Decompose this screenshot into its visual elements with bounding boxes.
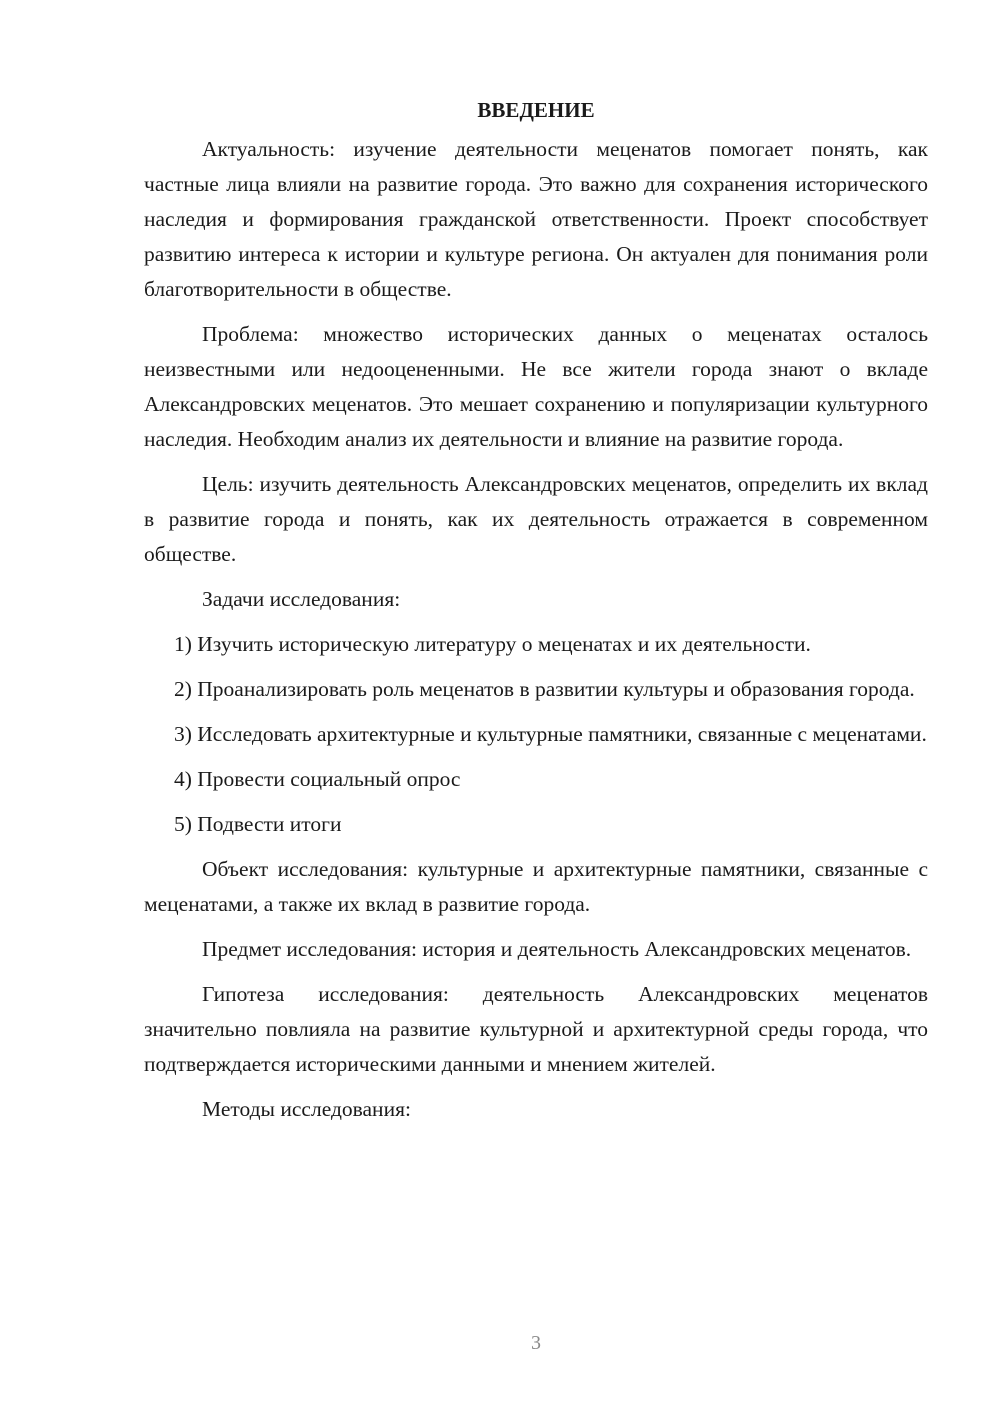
paragraph-object: Объект исследования: культурные и архитектурные памятники, связанные с меценатами, а также их вклад в развитие города.: [144, 857, 928, 916]
paragraph-hypothesis: Гипотеза исследования: деятельность Александровских меценатов значительно повлияла на развитие культурной и архитектурной среды города, что подтверждается историческими данными и мнением жителей.: [144, 982, 928, 1076]
list-item-task-2: 2) Проанализировать роль меценатов в развитии культуры и образования города.: [174, 677, 915, 701]
list-item-task-3: 3) Исследовать архитектурные и культурные памятники, связанные с меценатами.: [174, 722, 927, 746]
paragraph-problem: Проблема: множество исторических данных о меценатах осталось неизвестными или недооцененными. Не все жители города знают о вкладе Александровских меценатов. Это мешает сохранению и популяризации культурного наследия. Необходим анализ их деятельности и влияние на развитие города.: [144, 322, 928, 451]
document-page: [144, 92, 928, 1137]
paragraph-goal: Цель: изучить деятельность Александровских меценатов, определить их вклад в развитие города и понять, как их деятельность отражается в современном обществе.: [144, 472, 928, 566]
paragraph-methods: Методы исследования:: [202, 1097, 411, 1121]
list-item-task-4: 4) Провести социальный опрос: [174, 767, 461, 791]
page-number: 3: [531, 1332, 541, 1354]
paragraph-tasks-heading: Задачи исследования:: [202, 587, 401, 611]
page-title: ВВЕДЕНИЕ: [477, 98, 595, 122]
list-item-task-1: 1) Изучить историческую литературу о меценатах и их деятельности.: [174, 632, 811, 656]
paragraph-relevance: Актуальность: изучение деятельности меценатов помогает понять, как частные лица влияли на развитие города. Это важно для сохранения исторического наследия и формирования гражданской ответственности. Проект способствует развитию интереса к истории и культуре региона. Он актуален для понимания роли благотворительности в обществе.: [144, 137, 928, 301]
paragraph-subject: Предмет исследования: история и деятельность Александровских меценатов.: [202, 937, 912, 961]
list-item-task-5: 5) Подвести итоги: [174, 812, 342, 836]
